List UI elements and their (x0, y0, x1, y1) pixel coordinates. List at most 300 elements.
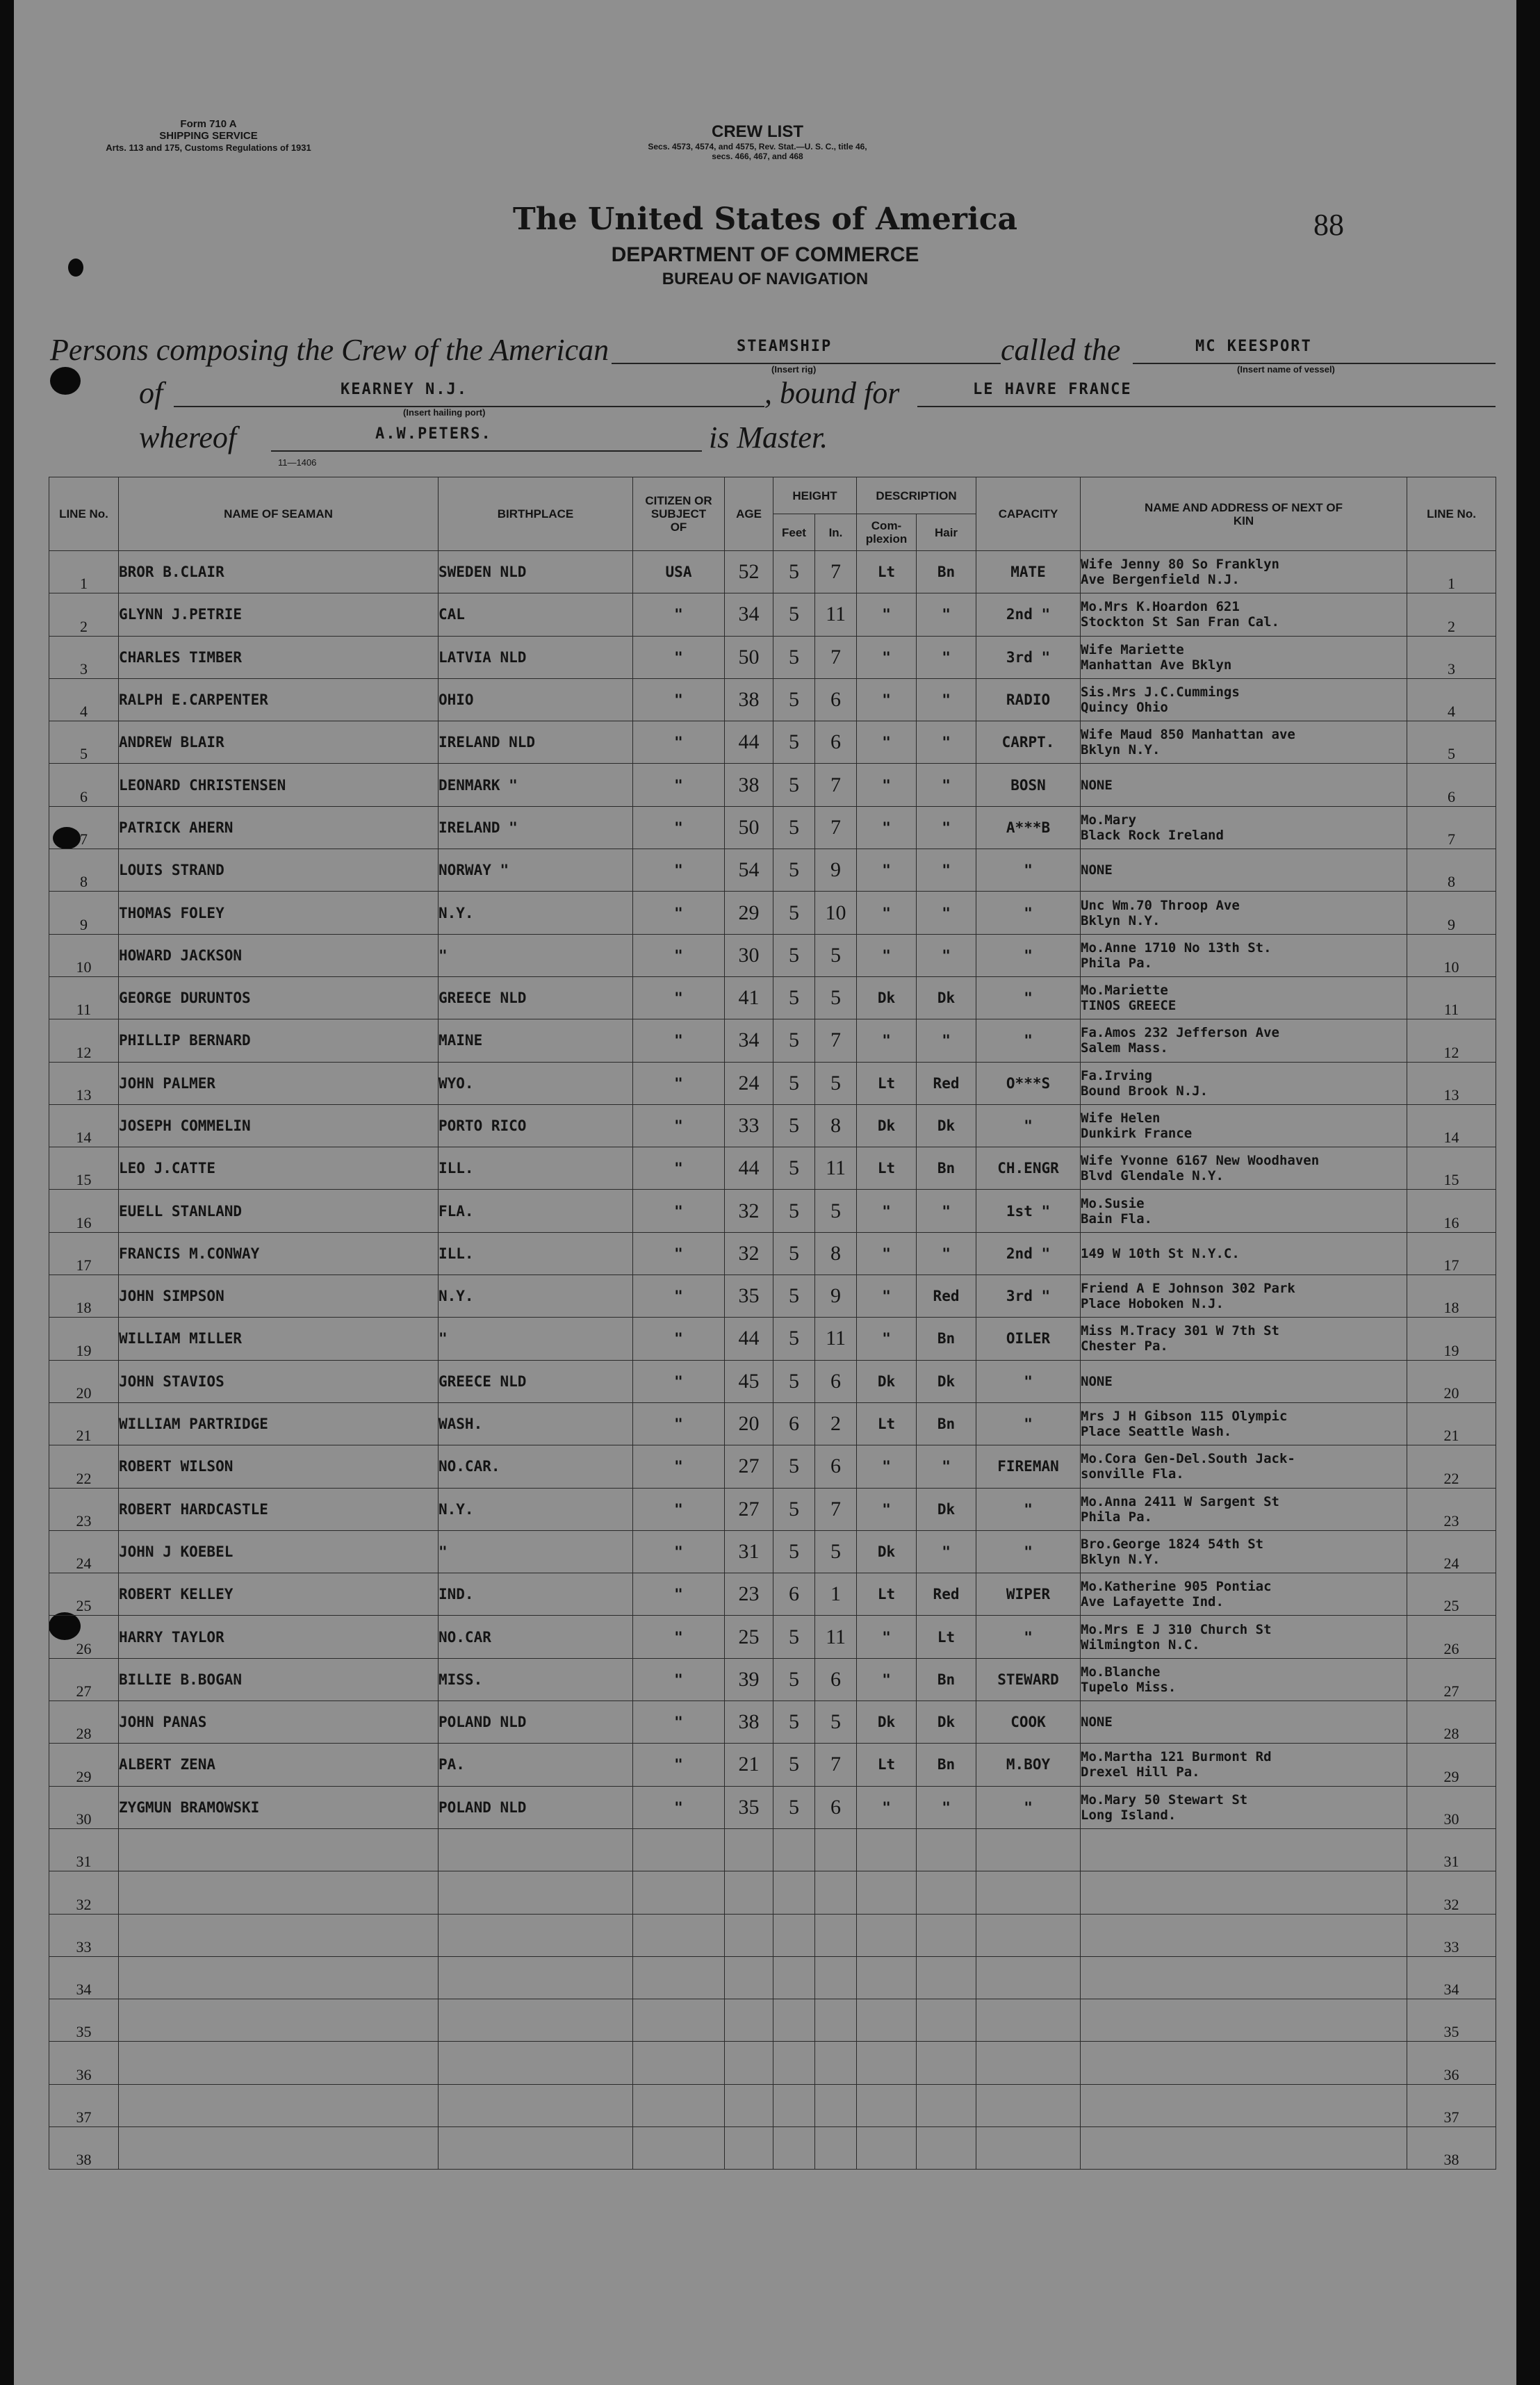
table-row (49, 1573, 1496, 1616)
birthplace: MAINE (439, 1019, 633, 1062)
height-feet: 5 (773, 1232, 815, 1275)
kin-line-2: Chester Pa. (1081, 1338, 1168, 1354)
height-inches: 6 (815, 1786, 857, 1828)
height-inches: 5 (815, 934, 857, 976)
line-number-right: 33 (1407, 1914, 1496, 1956)
capacity: " (976, 1360, 1081, 1402)
capacity (976, 1956, 1081, 1999)
age: 45 (725, 1360, 773, 1402)
next-of-kin (1081, 1573, 1407, 1616)
height-feet: 5 (773, 1275, 815, 1318)
line-number-right: 35 (1407, 1999, 1496, 2042)
birthplace: IND. (439, 1573, 633, 1616)
page-number: 88 (1313, 208, 1344, 242)
table-row (49, 1999, 1496, 2042)
seaman-name: JOSEPH COMMELIN (119, 1104, 439, 1147)
kin-line-1: NONE (1081, 1373, 1113, 1389)
next-of-kin (1081, 1190, 1407, 1232)
master-name: A.W.PETERS. (375, 425, 492, 443)
height-feet (773, 2084, 815, 2126)
height-inches (815, 1914, 857, 1956)
capacity-header: CAPACITY (976, 477, 1081, 551)
complexion: Dk (857, 1104, 917, 1147)
seaman-name: HARRY TAYLOR (119, 1616, 439, 1658)
line-number-right: 3 (1407, 636, 1496, 678)
kin-line-1: Wife Mariette (1081, 641, 1184, 657)
height-inches: 5 (815, 1530, 857, 1573)
age (725, 1828, 773, 1871)
citizenship: " (633, 1530, 725, 1573)
kin-line-1: Mo.Blanche (1081, 1664, 1161, 1680)
line-number: 38 (49, 2126, 119, 2169)
height-inches (815, 1871, 857, 1914)
citizenship: " (633, 1019, 725, 1062)
birthplace: GREECE NLD (439, 1360, 633, 1402)
line-number: 2 (49, 593, 119, 636)
line-number-right: 22 (1407, 1445, 1496, 1488)
hair-color: Dk (917, 976, 976, 1019)
birthplace: ILL. (439, 1147, 633, 1190)
hair-color: " (917, 1445, 976, 1488)
line-number-right: 25 (1407, 1573, 1496, 1616)
line-number: 19 (49, 1318, 119, 1360)
hair-color: " (917, 764, 976, 806)
age: 33 (725, 1104, 773, 1147)
line-number: 26 (49, 1616, 119, 1658)
line-number: 6 (49, 764, 119, 806)
kin-line-1: NONE (1081, 862, 1113, 878)
complexion: " (857, 1275, 917, 1318)
height-feet (773, 1999, 815, 2042)
hair-color: Dk (917, 1701, 976, 1744)
hair-color: Dk (917, 1104, 976, 1147)
complexion: " (857, 1318, 917, 1360)
of-label: of (139, 376, 163, 410)
hair-color: " (917, 636, 976, 678)
hair-color: " (917, 1786, 976, 1828)
seaman-name: JOHN J KOEBEL (119, 1530, 439, 1573)
table-row (49, 1786, 1496, 1828)
next-of-kin (1081, 892, 1407, 934)
age: 38 (725, 1701, 773, 1744)
seaman-name (119, 2084, 439, 2126)
complexion: " (857, 806, 917, 849)
kin-line-1: Mo.Mariette (1081, 983, 1168, 999)
complexion (857, 2084, 917, 2126)
rig-value: STEAMSHIP (737, 338, 833, 355)
birthplace: NORWAY " (439, 849, 633, 892)
seaman-name: RALPH E.CARPENTER (119, 678, 439, 721)
capacity: " (976, 892, 1081, 934)
height-feet: 5 (773, 1360, 815, 1402)
age: 32 (725, 1190, 773, 1232)
line-number: 5 (49, 721, 119, 764)
age (725, 1956, 773, 1999)
inches-header: In. (815, 514, 857, 551)
age (725, 2126, 773, 2169)
capacity (976, 1828, 1081, 1871)
seaman-name (119, 1956, 439, 1999)
citizenship (633, 1828, 725, 1871)
seaman-name: JOHN PALMER (119, 1062, 439, 1104)
table-row (49, 1232, 1496, 1275)
called-label: called the (1001, 333, 1121, 367)
birthplace (439, 1956, 633, 1999)
height-feet: 5 (773, 976, 815, 1019)
citizenship: USA (633, 551, 725, 593)
next-of-kin (1081, 1318, 1407, 1360)
citizenship: " (633, 764, 725, 806)
age: 39 (725, 1658, 773, 1700)
list-heading (570, 122, 945, 161)
kin-line-1: Sis.Mrs J.C.Cummings (1081, 685, 1240, 700)
birthplace: IRELAND NLD (439, 721, 633, 764)
kin-line-2: Bklyn N.Y. (1081, 1551, 1161, 1567)
kin-line-2: Bain Fla. (1081, 1211, 1152, 1227)
complexion: Lt (857, 1062, 917, 1104)
height-feet: 5 (773, 1488, 815, 1530)
table-row (49, 636, 1496, 678)
birthplace (439, 1828, 633, 1871)
complexion (857, 2042, 917, 2084)
birthplace (439, 1871, 633, 1914)
next-of-kin (1081, 2084, 1407, 2126)
hair-color (917, 1999, 976, 2042)
next-of-kin (1081, 1786, 1407, 1828)
height-feet: 5 (773, 1744, 815, 1786)
capacity: FIREMAN (976, 1445, 1081, 1488)
hair-color: " (917, 721, 976, 764)
kin-line-1: Unc Wm.70 Throop Ave (1081, 897, 1240, 913)
capacity: CARPT. (976, 721, 1081, 764)
complexion: " (857, 1658, 917, 1700)
capacity: 3rd " (976, 1275, 1081, 1318)
age: 27 (725, 1488, 773, 1530)
birthplace: POLAND NLD (439, 1786, 633, 1828)
destination-line (917, 406, 1496, 407)
line-number: 23 (49, 1488, 119, 1530)
next-of-kin (1081, 1104, 1407, 1147)
height-feet: 5 (773, 721, 815, 764)
seaman-name (119, 1914, 439, 1956)
height-feet (773, 1828, 815, 1871)
next-of-kin (1081, 1914, 1407, 1956)
complexion: " (857, 593, 917, 636)
table-row (49, 1530, 1496, 1573)
vessel-name: MC KEESPORT (1195, 338, 1312, 355)
birthplace: LATVIA NLD (439, 636, 633, 678)
next-of-kin (1081, 849, 1407, 892)
crew-list-title: CREW LIST (712, 122, 803, 141)
birthplace: GREECE NLD (439, 976, 633, 1019)
line-number: 22 (49, 1445, 119, 1488)
persons-label: Persons composing the Crew of the American (50, 333, 609, 367)
hailing-port: KEARNEY N.J. (341, 381, 468, 398)
seaman-name: EUELL STANLAND (119, 1190, 439, 1232)
kin-line-2: Ave Bergenfield N.J. (1081, 572, 1240, 588)
citizenship: " (633, 1445, 725, 1488)
height-feet: 5 (773, 1190, 815, 1232)
port-hint: (Insert hailing port) (403, 407, 486, 418)
form-code: 11—1406 (278, 457, 317, 468)
line-number-right: 31 (1407, 1828, 1496, 1871)
age: 30 (725, 934, 773, 976)
name-header: NAME OF SEAMAN (119, 477, 439, 551)
height-inches: 8 (815, 1104, 857, 1147)
hair-header: Hair (917, 514, 976, 551)
birthplace: N.Y. (439, 1275, 633, 1318)
next-of-kin (1081, 1275, 1407, 1318)
hair-color (917, 1956, 976, 1999)
capacity: RADIO (976, 678, 1081, 721)
height-inches: 10 (815, 892, 857, 934)
next-of-kin (1081, 1445, 1407, 1488)
line-number: 34 (49, 1956, 119, 1999)
master-line (271, 450, 702, 452)
birthplace (439, 2042, 633, 2084)
age: 35 (725, 1786, 773, 1828)
height-inches: 11 (815, 1616, 857, 1658)
age (725, 1871, 773, 1914)
table-row (49, 551, 1496, 593)
table-row (49, 849, 1496, 892)
statute-line-2: secs. 466, 467, and 468 (712, 151, 803, 161)
line-number-right: 15 (1407, 1147, 1496, 1190)
next-of-kin (1081, 2042, 1407, 2084)
seaman-name: WILLIAM PARTRIDGE (119, 1402, 439, 1445)
age: 52 (725, 551, 773, 593)
birthplace (439, 2084, 633, 2126)
age: 34 (725, 593, 773, 636)
seaman-name: HOWARD JACKSON (119, 934, 439, 976)
height-feet: 6 (773, 1573, 815, 1616)
citizenship: " (633, 593, 725, 636)
age (725, 2042, 773, 2084)
citizenship (633, 2042, 725, 2084)
hair-color: " (917, 806, 976, 849)
line-number: 15 (49, 1147, 119, 1190)
citizen-header: CITIZEN OR SUBJECT OF (633, 477, 725, 551)
birthplace: N.Y. (439, 1488, 633, 1530)
seaman-name: JOHN PANAS (119, 1701, 439, 1744)
age: 44 (725, 1318, 773, 1360)
hair-color: " (917, 849, 976, 892)
rig-hint: (Insert rig) (771, 364, 817, 375)
complexion: " (857, 1190, 917, 1232)
line-number: 36 (49, 2042, 119, 2084)
next-of-kin (1081, 1232, 1407, 1275)
age: 20 (725, 1402, 773, 1445)
age: 29 (725, 892, 773, 934)
citizenship: " (633, 1318, 725, 1360)
hair-color: Bn (917, 1318, 976, 1360)
line-number-right: 6 (1407, 764, 1496, 806)
height-inches: 5 (815, 1062, 857, 1104)
department-name: DEPARTMENT OF COMMERCE (611, 243, 919, 266)
capacity: 1st " (976, 1190, 1081, 1232)
bound-label: , bound for (764, 376, 900, 410)
birthplace: " (439, 1530, 633, 1573)
height-feet: 5 (773, 1104, 815, 1147)
line-no-header-right: LINE No. (1407, 477, 1496, 551)
kin-line-2: Place Seattle Wash. (1081, 1424, 1232, 1440)
capacity: COOK (976, 1701, 1081, 1744)
table-row (49, 934, 1496, 976)
age: 32 (725, 1232, 773, 1275)
table-row (49, 806, 1496, 849)
age: 25 (725, 1616, 773, 1658)
height-inches: 7 (815, 1019, 857, 1062)
age: 54 (725, 849, 773, 892)
feet-header: Feet (773, 514, 815, 551)
seaman-name: JOHN SIMPSON (119, 1275, 439, 1318)
complexion: " (857, 721, 917, 764)
kin-line-1: NONE (1081, 777, 1113, 793)
height-inches: 9 (815, 1275, 857, 1318)
line-number-right: 29 (1407, 1744, 1496, 1786)
height-feet: 5 (773, 764, 815, 806)
citizenship: " (633, 1786, 725, 1828)
height-feet: 5 (773, 1019, 815, 1062)
line-number-right: 28 (1407, 1701, 1496, 1744)
capacity: " (976, 1786, 1081, 1828)
kin-line-1: Wife Yvonne 6167 New Woodhaven (1081, 1153, 1320, 1169)
height-inches (815, 2042, 857, 2084)
capacity: BOSN (976, 764, 1081, 806)
birthplace: SWEDEN NLD (439, 551, 633, 593)
height-inches: 5 (815, 976, 857, 1019)
kin-line-1: Mo.Cora Gen-Del.South Jack- (1081, 1451, 1295, 1467)
line-number: 21 (49, 1402, 119, 1445)
table-row (49, 1488, 1496, 1530)
seaman-name: ROBERT KELLEY (119, 1573, 439, 1616)
line-number-right: 4 (1407, 678, 1496, 721)
hair-color: " (917, 1530, 976, 1573)
height-inches: 11 (815, 593, 857, 636)
seaman-name: THOMAS FOLEY (119, 892, 439, 934)
citizenship: " (633, 1360, 725, 1402)
age: 44 (725, 721, 773, 764)
next-of-kin (1081, 764, 1407, 806)
line-number: 8 (49, 849, 119, 892)
capacity: " (976, 1616, 1081, 1658)
line-number: 1 (49, 551, 119, 593)
height-inches: 6 (815, 721, 857, 764)
height-inches: 7 (815, 1744, 857, 1786)
citizenship: " (633, 892, 725, 934)
line-number: 32 (49, 1871, 119, 1914)
height-header: HEIGHT (773, 477, 857, 514)
line-number-right: 32 (1407, 1871, 1496, 1914)
birthplace: DENMARK " (439, 764, 633, 806)
line-number-right: 34 (1407, 1956, 1496, 1999)
complexion: " (857, 1019, 917, 1062)
kin-line-2: Phila Pa. (1081, 1509, 1152, 1525)
citizenship: " (633, 1147, 725, 1190)
next-of-kin (1081, 1871, 1407, 1914)
height-feet: 5 (773, 934, 815, 976)
punch-hole (68, 259, 83, 277)
kin-line-1: Mo.Mrs K.Hoardon 621 (1081, 599, 1240, 615)
table-row (49, 1828, 1496, 1871)
citizenship: " (633, 1616, 725, 1658)
height-inches: 6 (815, 1658, 857, 1700)
birthplace: NO.CAR. (439, 1445, 633, 1488)
complexion: " (857, 1445, 917, 1488)
next-of-kin (1081, 1658, 1407, 1700)
kin-line-2: Phila Pa. (1081, 955, 1152, 971)
capacity: OILER (976, 1318, 1081, 1360)
line-number: 25 (49, 1573, 119, 1616)
next-of-kin (1081, 1744, 1407, 1786)
birthplace (439, 1999, 633, 2042)
birthplace: NO.CAR (439, 1616, 633, 1658)
capacity (976, 2126, 1081, 2169)
kin-line-1: Mo.Mary 50 Stewart St (1081, 1792, 1248, 1808)
next-of-kin (1081, 2126, 1407, 2169)
seaman-name: ZYGMUN BRAMOWSKI (119, 1786, 439, 1828)
citizenship: " (633, 1232, 725, 1275)
seaman-name: ROBERT HARDCASTLE (119, 1488, 439, 1530)
next-of-kin (1081, 1616, 1407, 1658)
hair-color: " (917, 1232, 976, 1275)
age: 38 (725, 678, 773, 721)
table-row (49, 764, 1496, 806)
line-number: 10 (49, 934, 119, 976)
height-inches: 7 (815, 806, 857, 849)
kin-line-2: Quincy Ohio (1081, 700, 1168, 716)
height-inches: 7 (815, 551, 857, 593)
kin-line-1: Mo.Katherine 905 Pontiac (1081, 1579, 1272, 1595)
crew-list-sheet (14, 0, 1516, 2385)
kin-line-1: Mo.Susie (1081, 1195, 1145, 1211)
complexion (857, 1956, 917, 1999)
height-feet: 5 (773, 1616, 815, 1658)
line-number-right: 26 (1407, 1616, 1496, 1658)
height-feet: 5 (773, 678, 815, 721)
birthplace: MISS. (439, 1658, 633, 1700)
kin-line-2: Place Hoboken N.J. (1081, 1296, 1224, 1312)
capacity: WIPER (976, 1573, 1081, 1616)
height-feet: 5 (773, 1658, 815, 1700)
line-number: 14 (49, 1104, 119, 1147)
table-row (49, 1147, 1496, 1190)
capacity: " (976, 976, 1081, 1019)
capacity (976, 2084, 1081, 2126)
whereof-label: whereof (139, 420, 237, 454)
citizenship (633, 1914, 725, 1956)
description-header: DESCRIPTION (857, 477, 976, 514)
capacity: " (976, 934, 1081, 976)
citizenship: " (633, 1062, 725, 1104)
height-inches (815, 2126, 857, 2169)
line-number-right: 17 (1407, 1232, 1496, 1275)
complexion: Dk (857, 1360, 917, 1402)
hair-color: " (917, 1190, 976, 1232)
hair-color (917, 2084, 976, 2126)
hair-color (917, 2042, 976, 2084)
hair-color: Red (917, 1275, 976, 1318)
height-feet (773, 1871, 815, 1914)
seaman-name: JOHN STAVIOS (119, 1360, 439, 1402)
height-feet: 5 (773, 806, 815, 849)
next-of-kin (1081, 1147, 1407, 1190)
hair-color: Red (917, 1573, 976, 1616)
birthplace: OHIO (439, 678, 633, 721)
complexion: Dk (857, 1701, 917, 1744)
next-of-kin (1081, 1828, 1407, 1871)
seaman-name (119, 1828, 439, 1871)
